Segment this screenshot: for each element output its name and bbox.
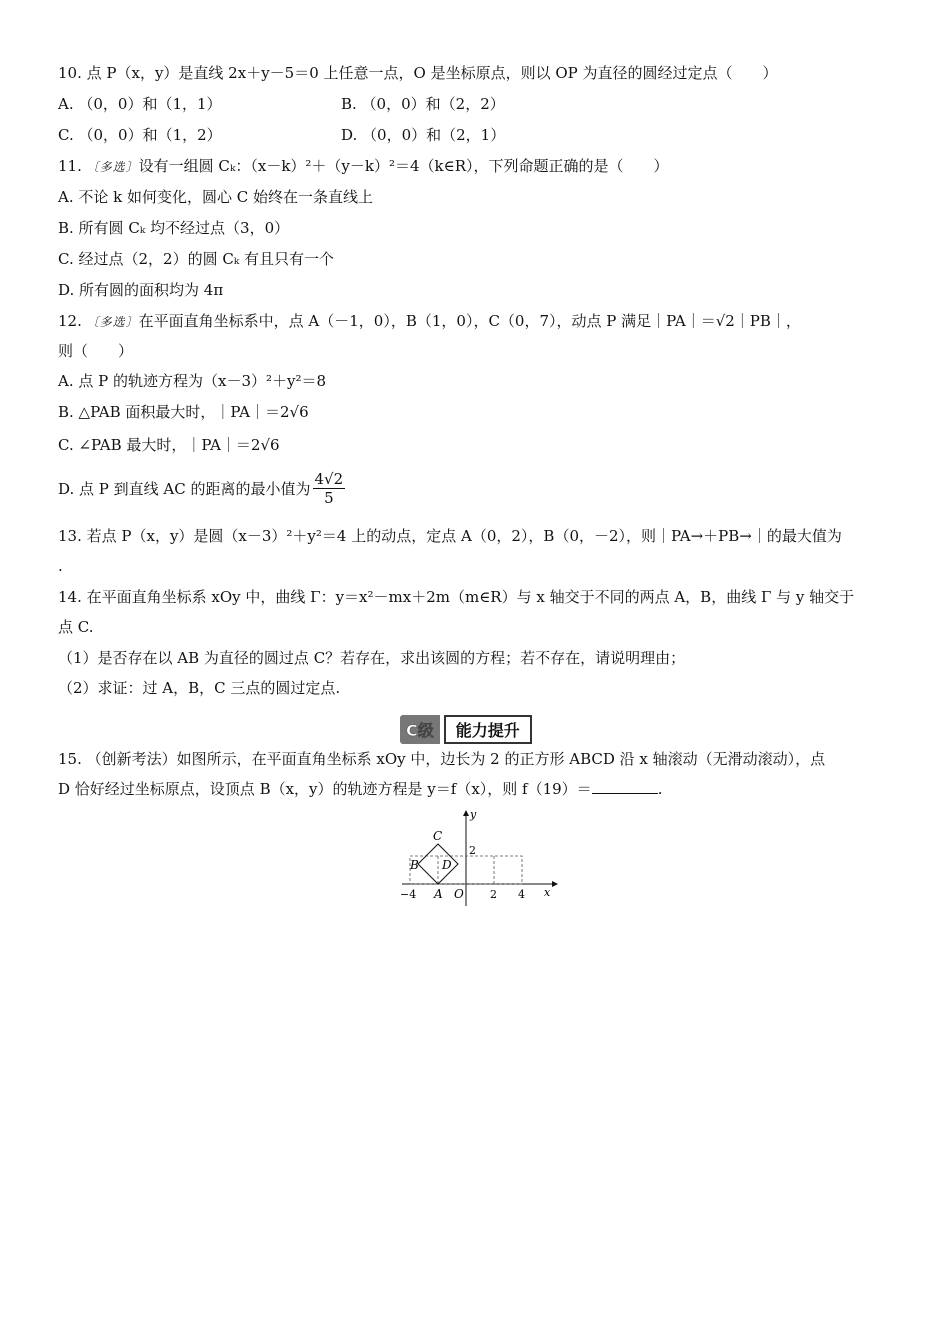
fraction-numerator: 4√2 — [314, 470, 344, 488]
answer-blank — [592, 779, 658, 794]
q12-option-d-text: D. 点 P 到直线 AC 的距离的最小值为 — [58, 479, 311, 498]
fraction-denominator: 5 — [324, 489, 334, 507]
tick-label-x-2: 2 — [490, 888, 497, 901]
q15-stem-end: . — [657, 780, 663, 798]
rolling-square-figure — [398, 808, 558, 908]
q14-part-2: （2）求证：过 A，B，C 三点的圆过定点. — [58, 679, 341, 697]
label-d: D — [442, 858, 452, 872]
q10-option-c: C. （0，0）和（1，2） — [58, 126, 222, 144]
tick-label-x-4: 4 — [518, 888, 525, 901]
q12-multi-select-tag: 〔多选〕 — [86, 315, 139, 329]
q12-option-d-fraction — [313, 470, 346, 507]
q15-stem: 15. （创新考法）如图所示，在平面直角坐标系 xOy 中，边长为 2 的正方形 ABCD 沿 x 轴滚动（无滑动滚动），点 — [58, 750, 826, 768]
section-banner — [400, 715, 552, 743]
q12-option-c: C. ∠PAB 最大时，｜PA｜＝2√6 — [58, 436, 280, 454]
q10-option-d: D. （0，0）和（2，1） — [341, 126, 506, 144]
label-o: O — [454, 887, 464, 901]
q14-stem: 14. 在平面直角坐标系 xOy 中，曲线 Γ：y＝x²－mx＋2m（m∈R）与 x 轴交于不同的两点 A，B，曲线 Γ 与 y 轴交于 — [58, 588, 855, 606]
label-c: C — [433, 829, 443, 843]
q12-stem-line — [58, 311, 801, 332]
label-b: B — [410, 858, 419, 872]
q12-option-a: A. 点 P 的轨迹方程为（x－3）²＋y²＝8 — [58, 372, 327, 390]
x-axis-arrow-icon — [552, 881, 558, 887]
label-y: y — [470, 808, 477, 821]
q12-stem: 在平面直角坐标系中，点 A（－1，0），B（1，0），C（0，7），动点 P 满足｜PA｜＝√2｜PB｜， — [138, 312, 801, 330]
q15-stem-continued-line — [58, 779, 662, 799]
q14-stem-continued: 点 C. — [58, 618, 94, 636]
q11-option-c: C. 经过点（2，2）的圆 Cₖ 有且只有一个 — [58, 250, 335, 268]
q12-stem-continued: 则（ ） — [58, 342, 134, 360]
q11-option-b: B. 所有圆 Cₖ 均不经过点（3，0） — [58, 219, 290, 237]
q10-option-b: B. （0，0）和（2，2） — [341, 95, 505, 113]
q10-stem: 10. 点 P（x，y）是直线 2x＋y－5＝0 上任意一点，O 是坐标原点，则以 OP 为直径的圆经过定点（ ） — [58, 64, 778, 82]
section-level: C级 — [400, 715, 440, 744]
label-a: A — [434, 887, 443, 901]
q13-stem: 13. 若点 P（x，y）是圆（x－3）²＋y²＝4 上的动点，定点 A（0，2），B（0，－2），则｜PA→＋PB→｜的最大值为 — [58, 527, 842, 545]
q11-option-d: D. 所有圆的面积均为 4π — [58, 281, 224, 299]
q13-stem-continued: . — [58, 557, 63, 575]
q11-stem-line — [58, 156, 669, 177]
q11-option-a: A. 不论 k 如何变化，圆心 C 始终在一条直线上 — [58, 188, 374, 206]
q11-stem: 设有一组圆 Cₖ：（x－k）²＋（y－k）²＝4（k∈R），下列命题正确的是（ ） — [138, 157, 669, 175]
q15-stem-continued: D 恰好经过坐标原点，设顶点 B（x，y）的轨迹方程是 y＝f（x），则 f（19）＝ — [58, 780, 592, 798]
q11-number: 11. — [58, 157, 82, 175]
label-x: x — [544, 886, 551, 899]
section-title: 能力提升 — [444, 715, 532, 744]
tick-label-y-2: 2 — [469, 844, 476, 857]
tick-label-x-minus-4: −4 — [400, 888, 417, 901]
y-axis-arrow-icon — [463, 810, 469, 816]
q14-part-1: （1）是否存在以 AB 为直径的圆过点 C？若存在，求出该圆的方程；若不存在，请说明理由； — [58, 649, 686, 667]
q11-multi-select-tag: 〔多选〕 — [86, 160, 139, 174]
q10-option-a: A. （0，0）和（1，1） — [58, 95, 222, 113]
q12-option-b: B. △PAB 面积最大时，｜PA｜＝2√6 — [58, 403, 309, 421]
q12-number: 12. — [58, 312, 82, 330]
q12-option-d — [58, 470, 345, 507]
